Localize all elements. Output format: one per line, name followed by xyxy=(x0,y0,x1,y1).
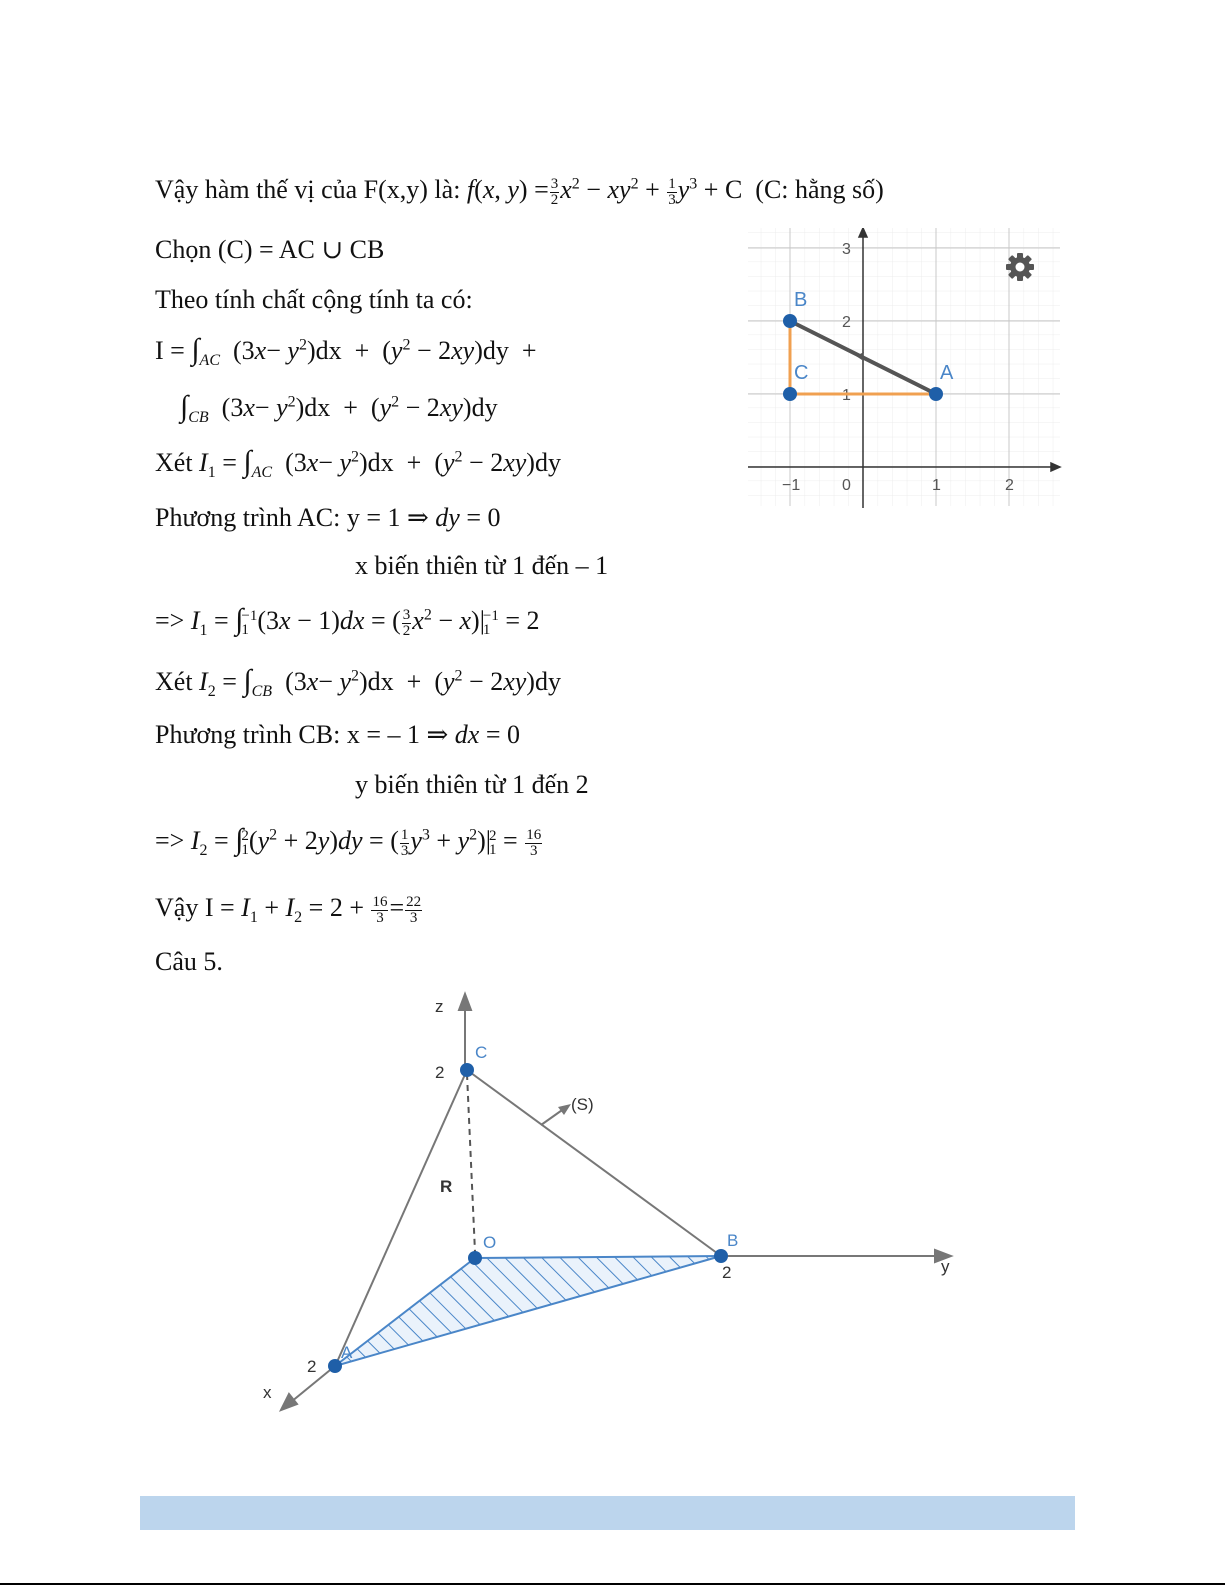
potential-function-label: Vậy hàm thế vị của F(x,y) là: xyxy=(155,175,467,204)
z-tick-label: 2 xyxy=(435,1063,445,1082)
final-result-line: Vậy $I = I_1 + I_2 = 2$ + $\frac{16}{3}$ = $\frac{22}{3}$ xyxy=(155,893,422,927)
point-o xyxy=(468,1251,482,1265)
ac-equation-label: Phương trình AC: y = 1 ⇒ xyxy=(155,503,436,532)
integral-sum-line-1: $I = \int_{AC}$ $(3x- y^2)dx + (y^2 - 2xy)dy$ + xyxy=(155,333,537,370)
x-axis-label: x xyxy=(263,1383,272,1402)
cb-equation-line: Phương trình CB: x = – 1 ⇒ dx = 0 xyxy=(155,720,520,749)
implies-label-1: => xyxy=(155,606,191,635)
point-a xyxy=(328,1359,342,1373)
point-b-label: B xyxy=(727,1231,739,1250)
ac-equation-line: Phương trình AC: y = 1 ⇒ dy = 0 xyxy=(155,503,501,532)
height-line xyxy=(467,1074,475,1252)
additivity-line: Theo tính chất cộng tính ta có: xyxy=(155,285,473,314)
z-axis-label: z xyxy=(435,997,444,1016)
surface-label: (S) xyxy=(571,1095,594,1114)
i1-result-line: => $I_1$ = ∫ −1 1 (3x − 1)dx = ( $\frac{3}{2}$ $x^2 - x)|$ −1 1 = 2 xyxy=(155,603,540,640)
y-tick-label: 2 xyxy=(722,1263,732,1282)
tick-labels-3d xyxy=(307,1063,731,1376)
i2-definition-line: Xét $I_2 = \int_{CB}$ $(3x- y^2)dx + (y^2 - 2xy)dy$ xyxy=(155,664,561,701)
point-a xyxy=(929,387,943,401)
y-range-line: y biến thiên từ 1 đến 2 xyxy=(355,770,589,799)
point-b xyxy=(783,314,797,328)
height-label: R xyxy=(440,1177,453,1196)
point-o-label: O xyxy=(483,1233,497,1252)
footer-band xyxy=(140,1496,1075,1530)
cb-equation-label: Phương trình CB: x = – 1 ⇒ xyxy=(155,720,455,749)
surface-graph-3d xyxy=(255,990,975,1430)
gear-icon[interactable] xyxy=(1006,253,1034,281)
x-axis-arrow xyxy=(281,1394,297,1410)
y-axis-label: y xyxy=(941,1257,950,1276)
point-c xyxy=(460,1063,474,1077)
integral-sum-line-2: $\int_{CB}$ $(3x- y^2)dx + (y^2 - 2xy)dy$ xyxy=(180,390,498,427)
implies-label-2: => xyxy=(155,826,191,855)
z-axis-arrow xyxy=(459,994,471,1010)
question-heading: Câu 5. xyxy=(155,947,223,976)
triangle-edges xyxy=(337,1070,721,1362)
integral-sum-label: I = xyxy=(155,336,192,365)
potential-function-line: Vậy hàm thế vị của F(x,y) là: f(x, y) = $\frac{3}{2}$ $x^2 - xy^2$ + $\frac{1}{3}$ $y^3 + C$ (C: hằng số) xyxy=(155,175,884,208)
i2-result-line: => $I_2$ = ∫ 2 1 $(y^2 + 2y)dy$ = ( $\frac{1}{3}$ $y^3 + y^2)|$ 2 1 = $\frac{16}{3}$ xyxy=(155,823,542,860)
point-c xyxy=(783,387,797,401)
consider-label-1: Xét xyxy=(155,448,200,477)
point-c-label: C xyxy=(794,362,809,384)
x-tick-label: 2 xyxy=(1005,477,1014,494)
point-a-label: A xyxy=(341,1343,353,1362)
normal-vector-arrow xyxy=(558,1104,571,1115)
consider-label-2: Xét xyxy=(155,667,200,696)
point-b-label: B xyxy=(794,289,808,311)
point-c-label: C xyxy=(475,1043,488,1062)
point-b xyxy=(714,1249,728,1263)
x-tick-label: −1 xyxy=(782,477,801,494)
x-tick-label: 1 xyxy=(932,477,941,494)
hatched-projection-region xyxy=(335,1256,721,1366)
path-graph-2d xyxy=(748,228,1063,513)
path-choice-line: Chọn (C) = AC ∪ CB xyxy=(155,235,385,264)
final-result-label: Vậy I = xyxy=(155,893,242,922)
x-range-line: x biến thiên từ 1 đến – 1 xyxy=(355,551,609,580)
y-tick-label: 2 xyxy=(842,314,851,331)
edge-cb xyxy=(467,1070,721,1256)
point-a-label: A xyxy=(940,362,954,384)
y-tick-label: 3 xyxy=(842,241,851,258)
i1-definition-line: Xét $I_1 = \int_{AC}$ $(3x- y^2)dx + (y^2 - 2xy)dy$ xyxy=(155,445,561,482)
x-tick-label: 2 xyxy=(307,1357,317,1376)
y-tick-label: 1 xyxy=(842,387,851,404)
x-tick-label: 0 xyxy=(842,477,851,494)
constant-note: (C: hằng số) xyxy=(755,175,884,204)
